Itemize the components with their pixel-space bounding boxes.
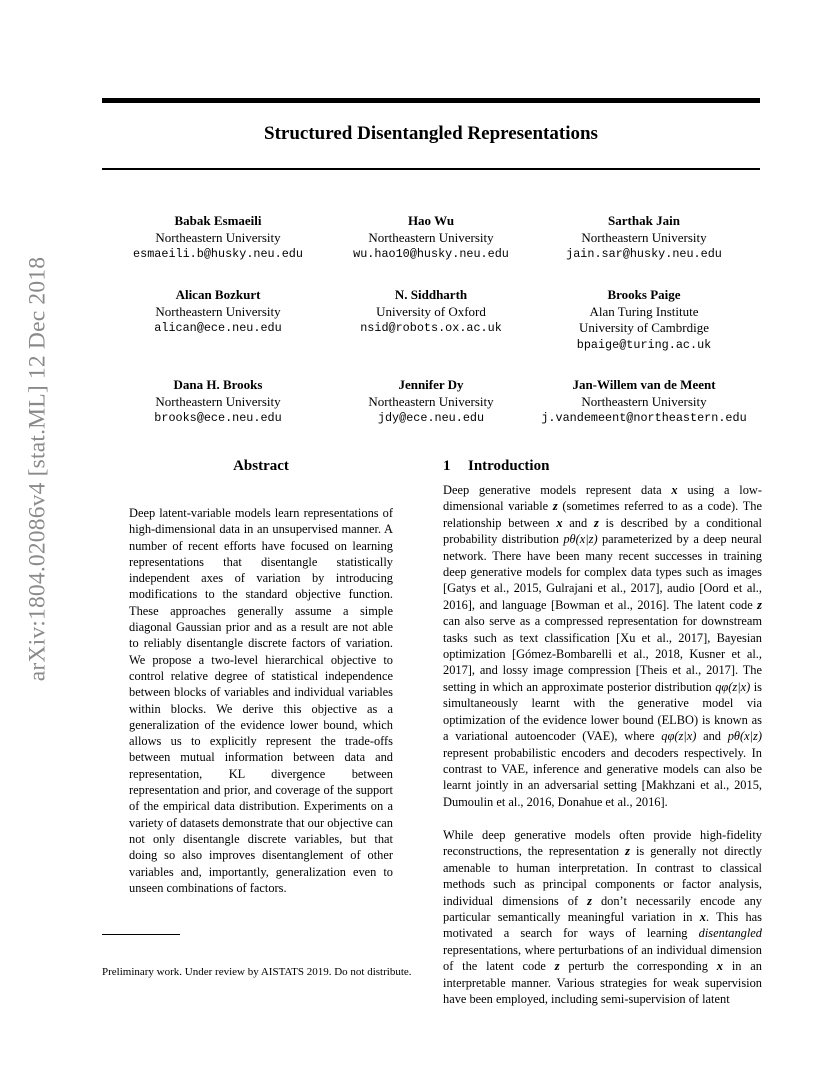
author-email: nsid@robots.ox.ac.uk: [360, 321, 502, 335]
author-email: brooks@ece.neu.edu: [154, 411, 282, 425]
paper-title: Structured Disentangled Representations: [264, 123, 598, 144]
section-heading: [443, 457, 761, 475]
author-affiliation: Northeastern University: [368, 229, 494, 245]
section-title: Introduction: [468, 458, 550, 474]
author-email: esmaeili.b@husky.neu.edu: [133, 247, 303, 261]
author-affiliation: Northeastern University: [581, 229, 707, 245]
section-number: 1: [443, 458, 451, 474]
author-affiliation: Northeastern University: [155, 303, 281, 319]
intro-paragraph-2: While deep generative models often provide high-fidelity reconstructions, the representation z is generally not directly amenable to human interpretation. In contrast to classical methods such as principal components or factor analysis, individual dimensions of z don’t necessarily encode any particular semantically meaningful variation in x. This has motivated a search for ways of learning disentangled representations, where perturbations of an individual dimension of the latent code z perturb the corresponding x in an interpretable manner. Various strategies for weak supervision have been employed, including semi-supervision of latent: [443, 828, 763, 1007]
author-email: alican@ece.neu.edu: [154, 321, 282, 335]
author-name: Dana H. Brooks: [173, 377, 263, 392]
arxiv-stamp: arXiv:1804.02086v4 [stat.ML] 12 Dec 2018: [24, 256, 51, 682]
author-affiliation: Northeastern University: [155, 393, 281, 409]
author-name: Babak Esmaeili: [174, 213, 262, 228]
title-rule-bottom: [102, 168, 760, 170]
author-name: Sarthak Jain: [608, 213, 680, 228]
author-affiliation: Northeastern University: [581, 393, 707, 409]
author-email: bpaige@turing.ac.uk: [576, 337, 712, 352]
author-affiliation: Northeastern University: [368, 393, 494, 409]
title-rule-top: [102, 98, 760, 103]
author-block: [514, 213, 774, 263]
author-name: Hao Wu: [407, 213, 455, 228]
author-name: Jan-Willem van de Meent: [572, 377, 716, 392]
author-email: wu.hao10@husky.neu.edu: [353, 247, 509, 261]
author-affiliation: University of Oxford: [376, 303, 486, 319]
author-name: Jennifer Dy: [398, 377, 464, 392]
author-email: j.vandemeent@northeastern.edu: [541, 411, 747, 425]
author-name: Brooks Paige: [607, 287, 681, 302]
author-name: N. Siddharth: [394, 287, 468, 302]
intro-paragraph-1: Deep generative models represent data x using a low-dimensional variable z (sometimes referred to as a code). The relationship between x and z is described by a conditional probability distribution pθ(x|z) parameterized by a deep neural network. There have been many recent successes in training deep generative models for complex data types such as images [Gatys et al., 2015, Gulrajani et al., 2017], audio [Oord et al., 2016], and language [Bowman et al., 2016]. The latent code z can also serve as a compressed representation for downstream tasks such as text classification [Xu et al., 2017], Bayesian optimization [Gómez-Bombarelli et al., 2018, Kusner et al., 2017], and lossy image compression [Theis et al., 2017]. The setting in which an approximate posterior distribution qφ(z|x) is simultaneously learnt with the generative model via optimization of the evidence lower bound (ELBO) is known as a variational autoencoder (VAE), where qφ(z|x) and pθ(x|z) represent probabilistic encoders and decoders respectively. In contrast to VAE, inference and generative models can also be learnt jointly in an adversarial setting [Makhzani et al., 2015, Dumoulin et al., 2016, Donahue et al., 2016].: [443, 483, 762, 809]
author-name: Alican Bozkurt: [175, 287, 261, 302]
author-block: [509, 377, 779, 427]
author-email: jain.sar@husky.neu.edu: [566, 247, 722, 261]
author-affiliation: Northeastern University: [155, 229, 281, 245]
author-block: [514, 287, 774, 353]
abstract-heading: Abstract: [233, 458, 289, 474]
author-affiliation: Alan Turing Institute: [589, 303, 699, 319]
author-email: jdy@ece.neu.edu: [377, 411, 485, 425]
footnote-rule: [102, 934, 180, 935]
abstract-text: Deep latent-variable models learn representations of high-dimensional data in an unsupervised manner. A number of recent efforts have focused on learning representations that disentangle statistically independent axes of variation by introducing modifications to the standard objective function. These approaches generally assume a simple diagonal Gaussian prior and as a result are not able to reliably disentangle discrete factors of variation. We propose a two-level hierarchical objective to control relative degree of statistical independence between blocks of variables and individual variables within blocks. We derive this objective as a generalization of the evidence lower bound, which allows us to explicitly represent the trade-offs between mutual information between data and representation, KL divergence between representation and prior, and coverage of the support of the empirical data distribution. Experiments on a variety of datasets demonstrate that our objective can not only disentangle discrete variables, but that doing so also improves disentanglement of other variables and, importantly, generalization even to unseen combinations of factors.: [129, 506, 393, 895]
footnote: Preliminary work. Under review by AISTATS 2019. Do not distribute.: [102, 966, 412, 978]
author-affiliation: University of Cambrdige: [579, 320, 709, 335]
